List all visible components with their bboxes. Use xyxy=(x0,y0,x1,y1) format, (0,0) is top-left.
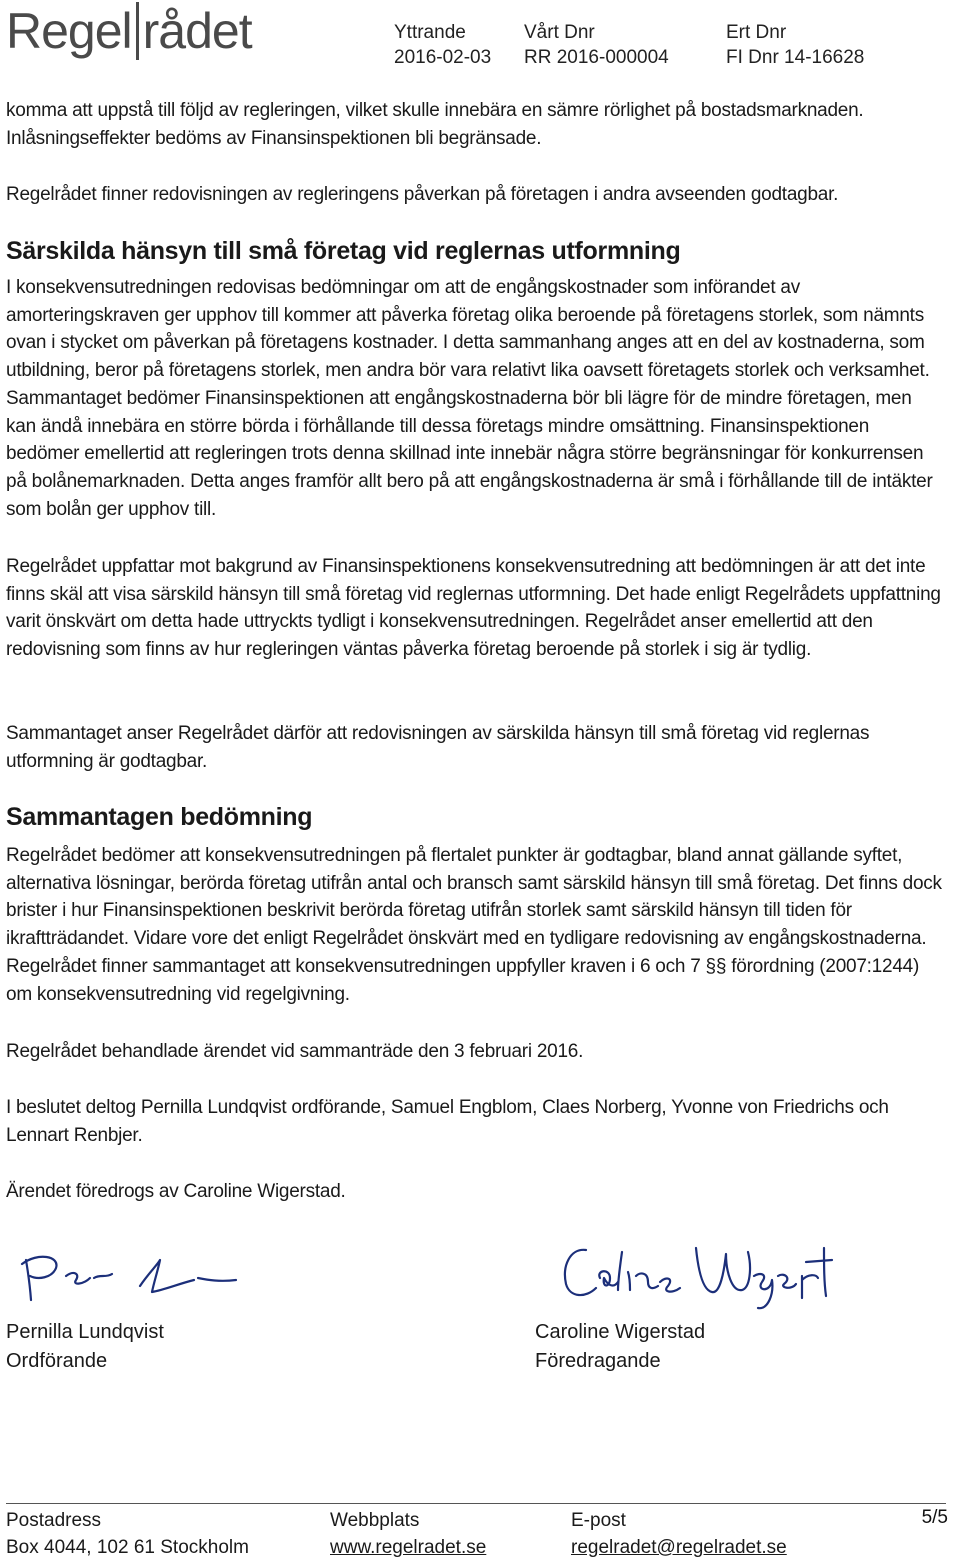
paragraph-engangskostnader: I konsekvensutredningen redovisas bedömningar om att de engångskostnader som införandet av amorteringskraven ger upphov till kommer att påverka företag olika beroende på företagens storlek, som nämnts ovan i stycket om påverkan på företagens kostnader. I detta sammanhang anges att en del av kostnaderna, som utbildning, beror på företagens storlek, men andra bör vara relativt lika oavsett företagets storlek och verksamhet. Sammantaget bedömer Finansinspektionen att engångskostnaderna bör bli lägre för de mindre företagen, men kan ändå innebära en större börda i förhållande till dessa företags mindre omsättning. Finansinspektionen bedömer emellertid att regleringen trots denna skillnad inte innebär några större begränsningar för konkurrensen på bolånemarknaden. Detta anges framför allt bero på att engångskostnaderna är små i förhållande till de intäkter som bolån ger upphov till. xyxy=(6,277,933,520)
footer-epost-link[interactable]: regelradet@regelradet.se xyxy=(571,1537,787,1558)
paragraph-inlasning: komma att uppstå till följd av regleringen, vilket skulle innebära en sämre rörlighet på bostadsmarknaden. Inlåsningseffekter bedöms av Finansinspektionen bli begränsade. xyxy=(6,100,864,149)
signature-pernilla-lundqvist xyxy=(8,1240,248,1315)
header-vart-dnr xyxy=(524,20,669,70)
footer-epost xyxy=(571,1507,787,1561)
logo-divider xyxy=(136,2,139,60)
header-yttrande xyxy=(394,20,491,70)
logo-text-right: rådet xyxy=(142,3,252,59)
section-heading-sma-foretag: Särskilda hänsyn till små företag vid reglernas utformning xyxy=(6,237,681,265)
header-yttrande-label: Yttrande xyxy=(394,22,466,43)
paragraph-sammantaget: Sammantaget anser Regelrådet därför att redovisningen av särskilda hänsyn till små företag vid reglernas utformning är godtagbar. xyxy=(6,723,870,772)
footer-epost-label: E-post xyxy=(571,1510,626,1531)
header-vart-dnr-value: RR 2016-000004 xyxy=(524,47,669,68)
paragraph-foredrogs: Ärendet föredrogs av Caroline Wigerstad. xyxy=(6,1181,346,1202)
footer-webbplats-link[interactable]: www.regelradet.se xyxy=(330,1537,487,1558)
signatory-right-name: Caroline Wigerstad xyxy=(535,1321,706,1343)
section-heading-sammantagen-bedomning: Sammantagen bedömning xyxy=(6,803,313,831)
paragraph-uppfattar: Regelrådet uppfattar mot bakgrund av Finansinspektionens konsekvensutredning att bedömningen är att det inte finns skäl att visa särskild hänsyn till små företag vid reglernas utformning. Det hade enligt Regelrådets uppfattning varit önskvärt om detta hade uttryckts tydligt i konsekvensutredningen. Regelrådet anser emellertid att den redovisning som finns av hur regleringen väntas påverka företag beroende på storlek i sig är tydlig. xyxy=(6,556,941,661)
footer-webbplats xyxy=(330,1507,486,1561)
header-ert-dnr-label: Ert Dnr xyxy=(726,22,787,43)
signatory-left xyxy=(6,1318,164,1376)
paragraph-godtagbar: Regelrådet finner redovisningen av regleringens påverkan på företagen i andra avseenden godtagbar. xyxy=(6,184,839,205)
footer-divider xyxy=(6,1503,946,1504)
regelradet-logo xyxy=(6,2,252,60)
header-ert-dnr-value: FI Dnr 14-16628 xyxy=(726,47,865,68)
footer-postadress xyxy=(6,1507,249,1561)
paragraph-deltog: I beslutet deltog Pernilla Lundqvist ordförande, Samuel Engblom, Claes Norberg, Yvonne von Friedrichs och Lennart Renbjer. xyxy=(6,1097,889,1146)
signature-caroline-wigerstad xyxy=(556,1232,836,1322)
logo-text-left: Regel xyxy=(6,3,132,59)
page-number: 5/5 xyxy=(921,1507,948,1528)
paragraph-bedomning: Regelrådet bedömer att konsekvensutredningen på flertalet punkter är godtagbar, bland annat gällande syftet, alternativa lösningar, berörda företag utifrån antal och bransch samt särskild hänsyn till små företag. Det finns dock brister i hur Finansinspektionen beskrivit berörda företag utifrån storlek samt särskild hänsyn till tiden för ikraftträdandet. Vidare vore det enligt Regelrådet önskvärt med en tydligare redovisning av engångskostnaderna. Regelrådet finner sammantaget att konsekvensutredningen uppfyller kraven i 6 och 7 §§ förordning (2007:1244) om konsekvensutredning vid regelgivning. xyxy=(6,845,942,1005)
signatory-left-name: Pernilla Lundqvist xyxy=(6,1321,164,1343)
header-ert-dnr xyxy=(726,20,864,70)
footer-webbplats-label: Webbplats xyxy=(330,1510,420,1531)
paragraph-sammantrade: Regelrådet behandlade ärendet vid sammanträde den 3 februari 2016. xyxy=(6,1041,584,1062)
signatory-right-role: Föredragande xyxy=(535,1350,661,1372)
footer-postadress-label: Postadress xyxy=(6,1510,102,1531)
footer-postadress-value: Box 4044, 102 61 Stockholm xyxy=(6,1537,249,1558)
signatory-left-role: Ordförande xyxy=(6,1350,108,1372)
header-yttrande-date: 2016-02-03 xyxy=(394,47,492,68)
signatory-right xyxy=(535,1318,705,1376)
header-vart-dnr-label: Vårt Dnr xyxy=(524,22,595,43)
